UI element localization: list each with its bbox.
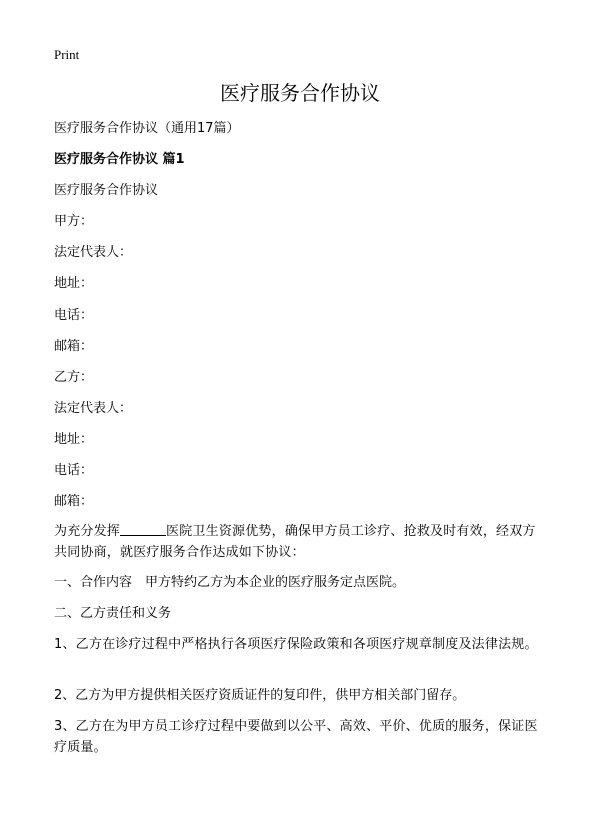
duty-item-2: 2、乙方为甲方提供相关医疗资质证件的复印件，供甲方相关部门留存。 — [54, 688, 466, 703]
party-b-phone: 电话： — [54, 463, 94, 478]
party-b-representative: 法定代表人： — [54, 401, 133, 416]
party-a-label: 甲方： — [54, 214, 94, 229]
party-b-label: 乙方： — [54, 370, 94, 385]
document-title: 医疗服务合作协议 — [220, 81, 380, 105]
party-a-postcode: 邮箱： — [54, 339, 94, 354]
print-label: Print — [54, 47, 80, 62]
party-a-representative: 法定代表人： — [54, 245, 133, 260]
section-heading: 医疗服务合作协议 篇1 — [54, 152, 185, 167]
document-subtitle: 医疗服务合作协议（通用17篇） — [54, 121, 240, 136]
party-a-address: 地址： — [54, 276, 94, 291]
intro-after-blank: 医院卫生资源优势，确保甲方员工诊疗、抢救及时有效，经双方共同协商，就医疗服务合作达成如下协议： — [54, 524, 536, 560]
intro-paragraph — [54, 521, 546, 563]
party-b-address: 地址： — [54, 432, 94, 447]
duty-item-1: 1、乙方在诊疗过程中严格执行各项医疗保险政策和各项医疗规章制度及法律法规。 — [54, 637, 538, 652]
agreement-name: 医疗服务合作协议 — [54, 183, 159, 198]
party-b-postcode: 邮箱： — [54, 494, 94, 509]
clause-party-b-duties: 二、乙方责任和义务 — [54, 606, 172, 621]
clause-cooperation-content: 一、合作内容 甲方特约乙方为本企业的医疗服务定点医院。 — [54, 575, 406, 590]
fill-in-blank — [120, 522, 166, 536]
duty-item-3: 3、乙方在为甲方员工诊疗过程中要做到以公平、高效、平价、优质的服务，保证医疗质量。 — [54, 719, 538, 755]
intro-before-blank: 为充分发挥 — [54, 524, 121, 539]
party-a-phone: 电话： — [54, 308, 94, 323]
